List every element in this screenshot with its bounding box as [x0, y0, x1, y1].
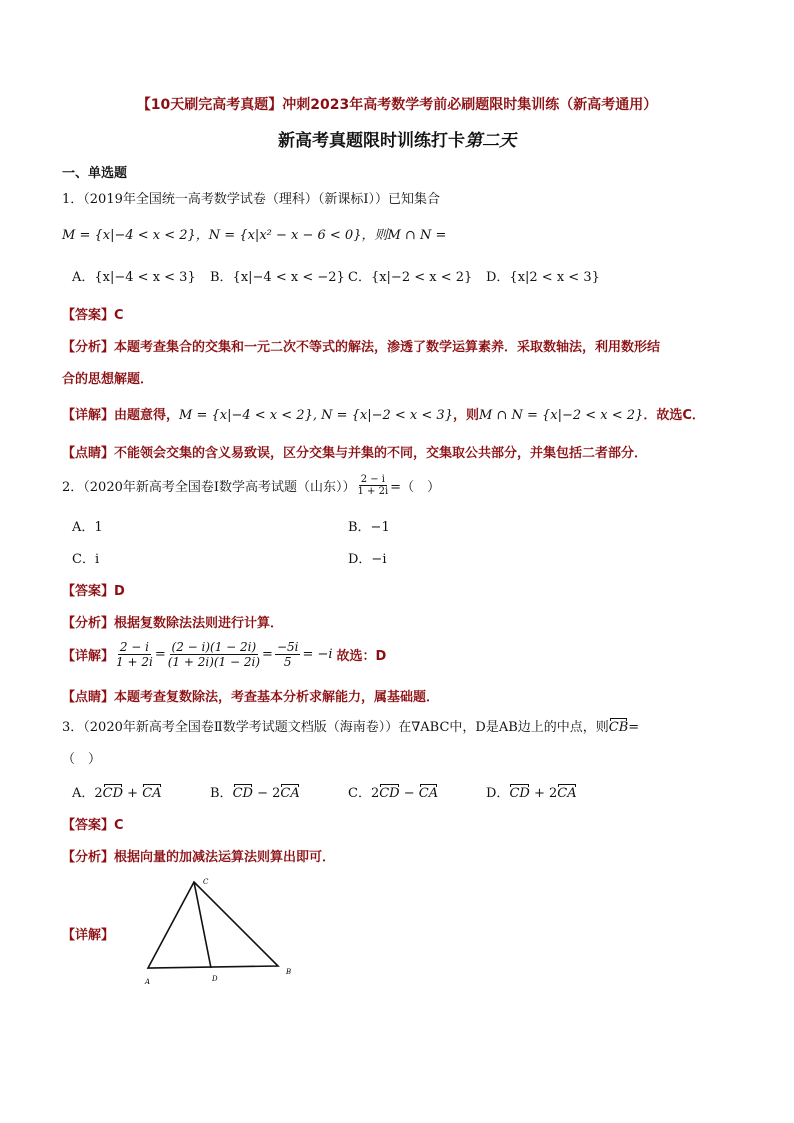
q2-analysis-row	[62, 612, 283, 631]
triangle-abc	[148, 882, 278, 968]
q2-option-b: B．−1	[348, 520, 390, 535]
q1-analysis-line2: 合的思想解题．	[62, 372, 154, 387]
answer-label: 【答案】	[62, 818, 115, 833]
q2-detail-frac3	[275, 640, 301, 669]
q3-option-d-vec2: CA	[557, 786, 577, 801]
q2-option-d: D．−i	[348, 552, 387, 567]
subtitle-day: 第二天	[465, 131, 516, 151]
q2-answer-row	[62, 580, 125, 599]
detail-label: 【详解】	[62, 649, 115, 664]
vertex-a-label: A	[145, 978, 151, 986]
q2-frac-num: 2 − i	[360, 474, 385, 485]
q3-option-a	[72, 782, 162, 801]
q3-option-a-prefix: A．2	[72, 786, 103, 801]
q1-stem: 1．（2019年全国统一高考数学试卷（理科）（新课标Ⅰ））已知集合	[62, 192, 440, 207]
q1-analysis-row	[62, 336, 660, 355]
section-heading: 一、单选题	[62, 166, 128, 181]
q2-comment-row	[62, 686, 439, 705]
q3-answer-row	[62, 814, 124, 833]
q1-answer: C	[114, 308, 124, 323]
median-cd	[194, 882, 211, 968]
q1-comment-row	[62, 442, 647, 461]
q3-option-b-op: − 2	[252, 786, 281, 801]
q2-detail-eq1: =	[154, 647, 166, 662]
q1-detail-math2: M ∩ N = {x|−2 < x < 2}	[478, 408, 644, 423]
q3-option-b	[210, 782, 300, 801]
q2-detail-f2-num: (2 − i)(1 − 2i)	[171, 640, 257, 654]
q1-sets: M = {x|−4 < x < 2}，N = {x|x² − x − 6 < 0}，则M ∩ N =	[62, 228, 447, 243]
subtitle-main: 新高考真题限时训练打卡	[278, 131, 465, 151]
point-d-label: D	[212, 975, 218, 983]
analysis-label: 【分析】	[62, 850, 115, 865]
q2-detail-post: 故选：D	[336, 649, 387, 664]
q2-detail-eq2: =	[262, 647, 273, 662]
q3-option-c-vec2: CA	[418, 786, 439, 801]
q2-detail-f3-den: 5	[283, 655, 292, 669]
q2-detail-f1-den: 1 + 2i	[116, 655, 153, 669]
q3-stem: 3．（2020年新高考全国卷Ⅱ数学考试题文档版（海南卷））在∇ABC中，D是AB边上的中点，则	[62, 720, 609, 735]
q2-option-c: C．i	[72, 552, 100, 567]
q1-option-a: A．{x|−4 < x < 3}	[72, 270, 196, 285]
q3-option-a-op: +	[123, 786, 143, 801]
q3-option-b-prefix: B．	[210, 786, 233, 801]
answer-label: 【答案】	[62, 308, 115, 323]
q3-answer: C	[114, 818, 124, 833]
q3-stem-row	[62, 716, 639, 735]
q1-detail-mid: ，则	[452, 408, 479, 423]
q1-option-b: B．{x|−4 < x < −2}	[210, 270, 345, 285]
q2-comment: 本题考查复数除法，考查基本分析求解能力，属基础题．	[114, 690, 440, 705]
q3-analysis: 根据向量的加减法运算法则算出即可．	[114, 850, 336, 865]
document-subtitle	[0, 126, 794, 151]
q2-detail-f1-num: 2 − i	[119, 640, 149, 654]
q3-option-d	[486, 782, 577, 801]
q3-option-c	[348, 782, 438, 801]
q3-option-d-vec1: CD	[509, 786, 530, 801]
q3-analysis-row	[62, 846, 335, 865]
q3-option-c-op: −	[399, 786, 419, 801]
q1-comment: 不能领会交集的含义易致误，区分交集与并集的不同，交集取公共部分，并集包括二者部分．	[114, 446, 648, 461]
q2-detail-frac1	[116, 640, 153, 669]
q2-detail-frac2	[168, 640, 260, 669]
analysis-label: 【分析】	[62, 340, 115, 355]
q2-stem-row	[62, 474, 440, 497]
q3-option-c-prefix: C．2	[348, 786, 380, 801]
q3-detail-label: 【详解】	[62, 928, 115, 943]
q3-stem-end: =	[628, 720, 640, 735]
q1-detail-row	[62, 404, 705, 423]
q1-option-d: D．{x|2 < x < 3}	[486, 270, 600, 285]
answer-label: 【答案】	[62, 584, 115, 599]
vertex-b-label: B	[286, 968, 292, 976]
q3-option-b-vec2: CA	[280, 786, 300, 801]
q3-stem-line2: （ ）	[62, 752, 102, 767]
q3-option-d-prefix: D．	[486, 786, 510, 801]
q1-detail-post: ．故选C．	[643, 408, 705, 423]
q1-answer-row	[62, 304, 124, 323]
q2-answer: D	[114, 584, 125, 599]
q1-analysis-line1: 本题考查集合的交集和一元二次不等式的解法，渗透了数学运算素养．采取数轴法，利用数形结	[114, 340, 661, 355]
triangle-figure	[138, 872, 308, 992]
detail-label: 【详解】	[62, 408, 115, 423]
q2-stem: 2．（2020年新高考全国卷Ⅰ数学高考试题（山东））	[62, 480, 356, 495]
q3-option-b-vec1: CD	[232, 786, 253, 801]
q2-fraction	[358, 474, 389, 497]
comment-label: 【点睛】	[62, 446, 115, 461]
q2-analysis: 根据复数除法法则进行计算．	[114, 616, 284, 631]
document-title: 【10天刷完高考真题】冲刺2023年高考数学考前必刷题限时集训练（新高考通用）	[136, 97, 658, 113]
q2-frac-den: 1 + 2i	[357, 486, 389, 497]
vertex-c-label: C	[203, 878, 209, 886]
q2-detail-f2-den: (1 + 2i)(1 − 2i)	[167, 655, 261, 669]
q3-option-a-vec1: CD	[102, 786, 124, 801]
q1-detail-pre: 由题意得，	[114, 408, 180, 423]
q2-option-a: A．1	[72, 520, 103, 535]
q2-stem-end: =（ ）	[390, 480, 441, 495]
q3-option-a-vec2: CA	[142, 786, 162, 801]
q2-detail-result: = −i	[302, 647, 333, 662]
q1-option-c: C．{x|−2 < x < 2}	[348, 270, 473, 285]
q2-detail-f3-num: −5i	[276, 640, 299, 654]
q3-option-d-op: + 2	[529, 786, 558, 801]
q2-detail-row	[62, 640, 386, 669]
q3-option-c-vec1: CD	[379, 786, 400, 801]
q1-detail-math: M = {x|−4 < x < 2}, N = {x|−2 < x < 3}	[179, 408, 453, 423]
q3-stem-vector: CB	[608, 720, 629, 735]
analysis-label: 【分析】	[62, 616, 115, 631]
comment-label: 【点睛】	[62, 690, 115, 705]
